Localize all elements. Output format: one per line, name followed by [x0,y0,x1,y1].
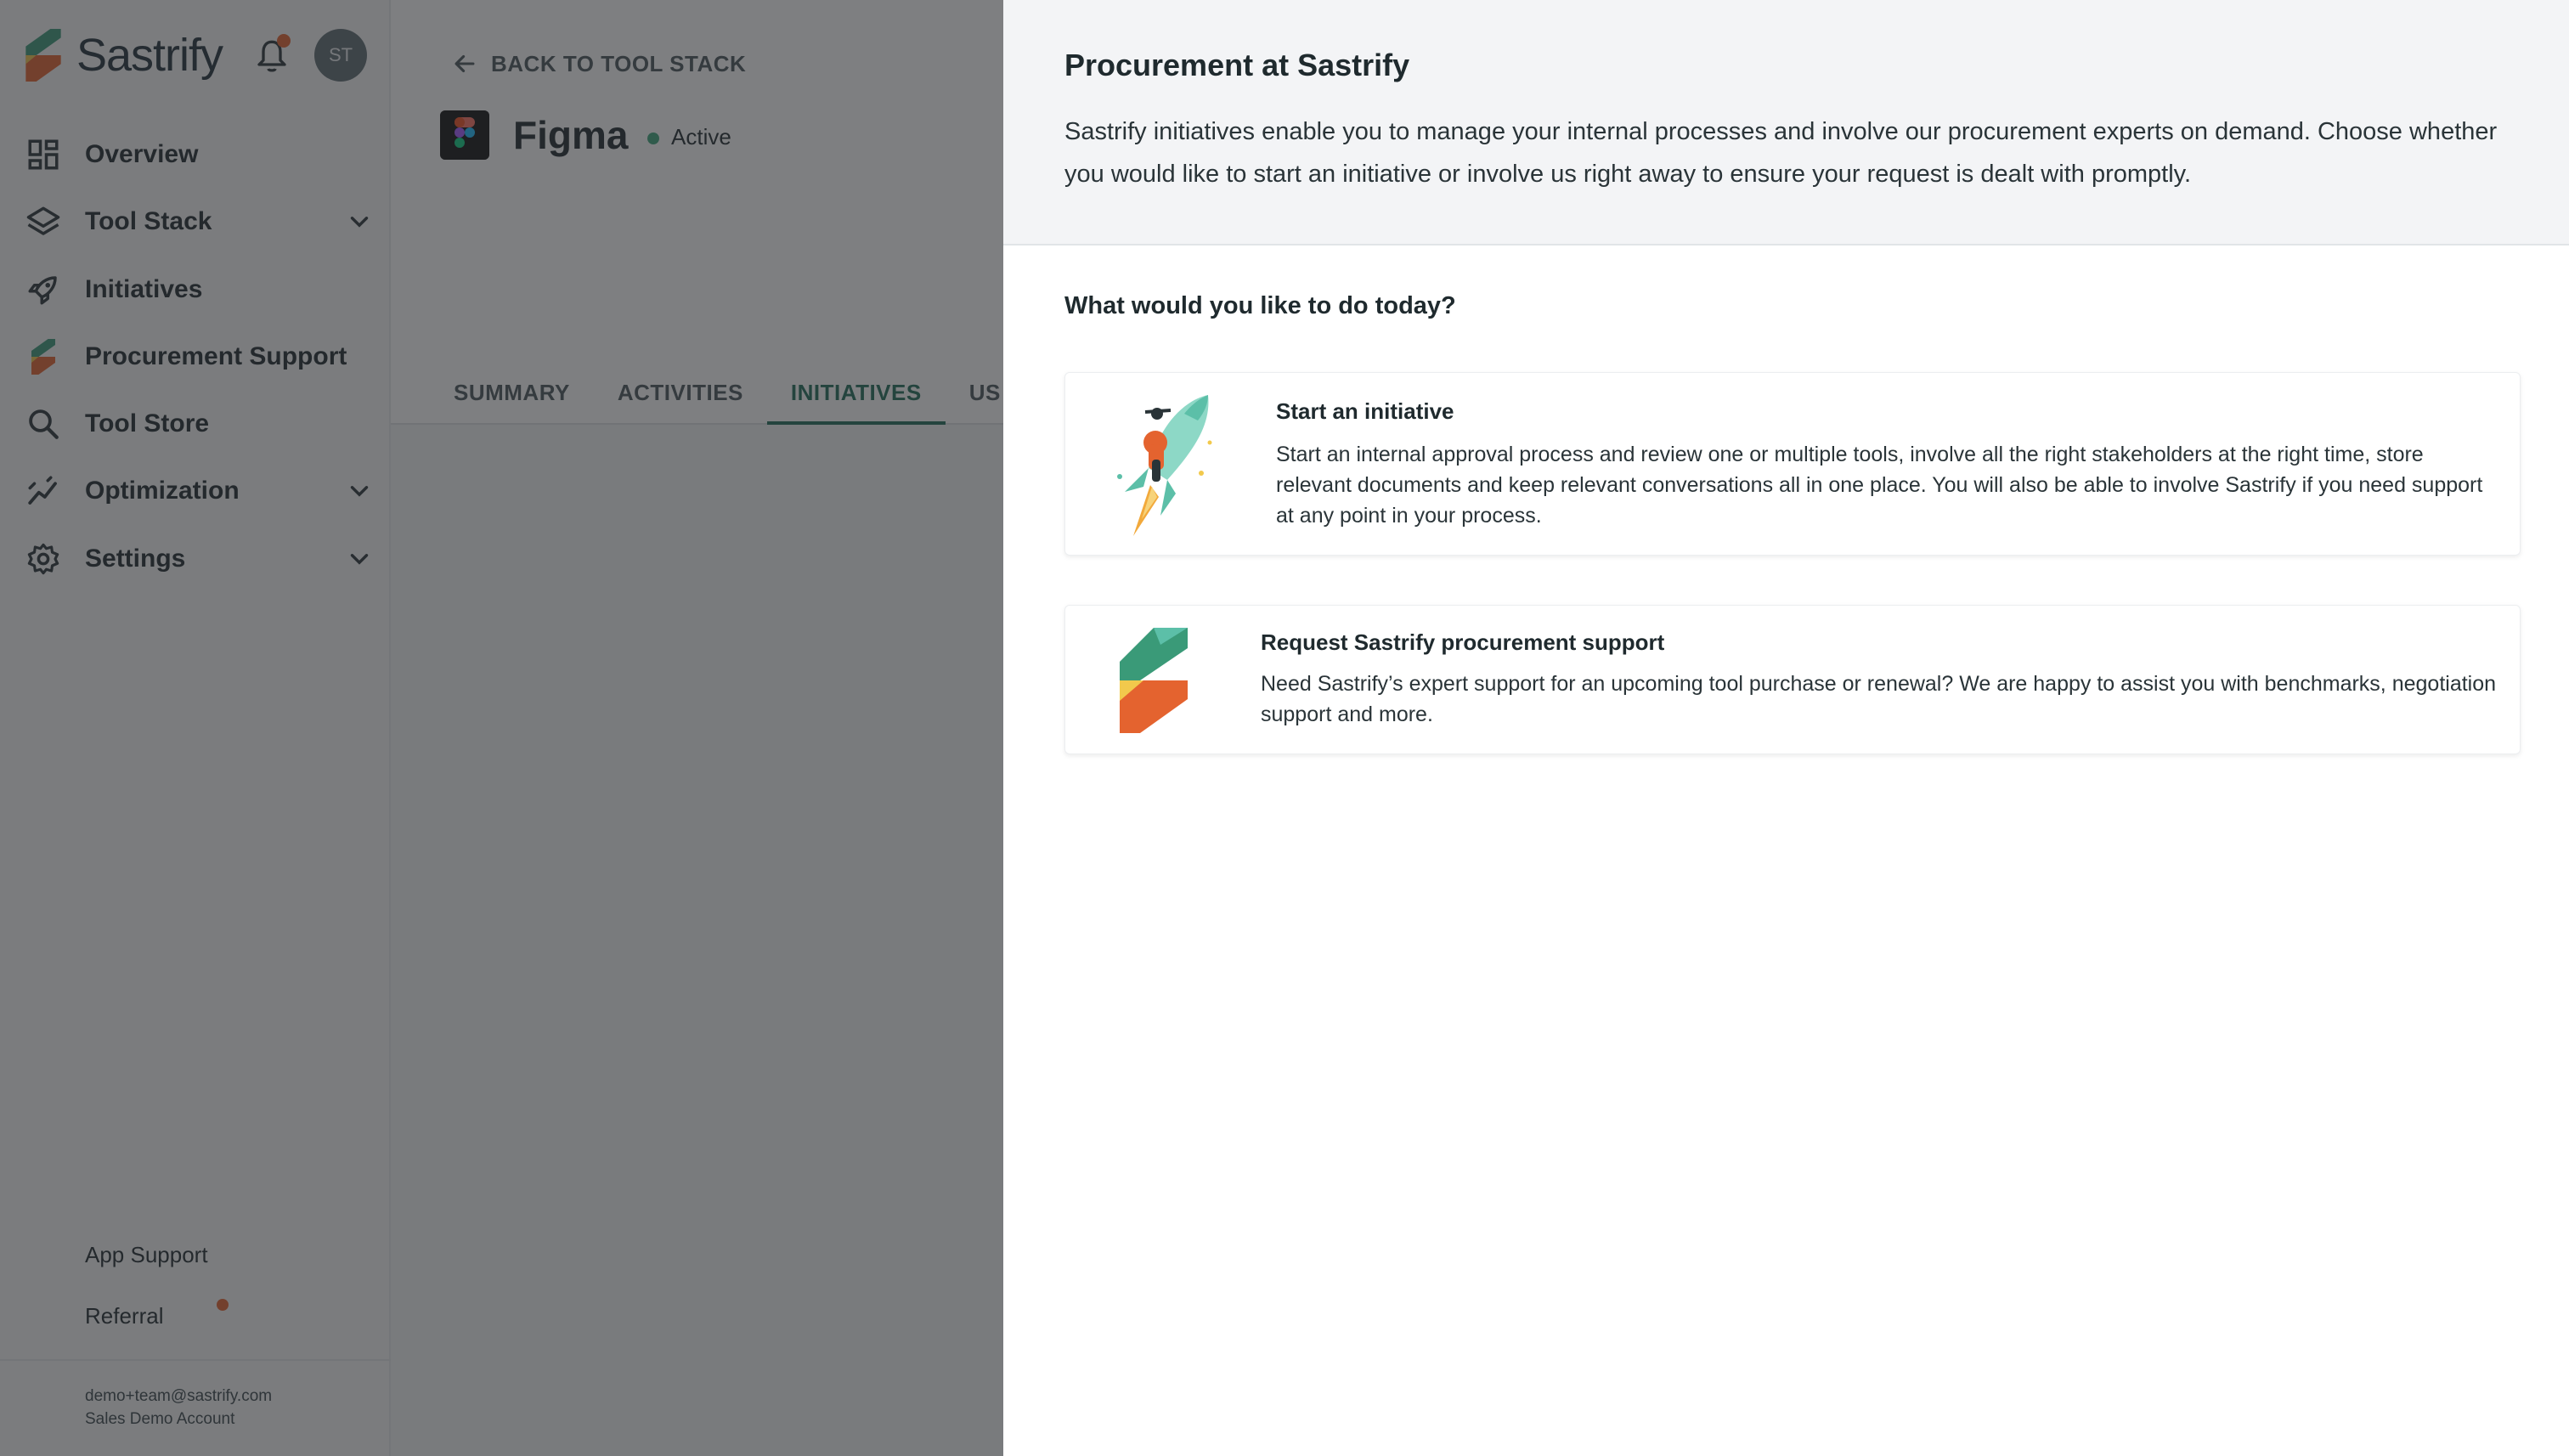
drawer-description: Sastrify initiatives enable you to manage your internal processes and involve our procurement experts on demand. Choose whether you would like to start an initiative or involve us right away to ensure your request is dealt with promptly. [1064,118,2498,188]
start-initiative-option[interactable] [1064,372,2521,556]
option-description: Start an internal approval process and review one or multiple tools, involve all the right stakeholders at the right time, store relevant documents and keep relevant conversations all in one place. You will also be able to involve Sastrify if you need support at any point in your process. [1276,443,2483,528]
modal-backdrop[interactable] [0,0,1003,1456]
rocket-person-illustration-icon [1099,392,1227,545]
question-heading: What would you like to do today? [1064,292,1456,319]
procurement-drawer [1003,0,2569,1456]
sastrify-logo-icon [1120,628,1188,733]
drawer-header [1003,0,2569,245]
option-title: Start an initiative [1276,398,1454,424]
request-procurement-support-option[interactable] [1064,605,2521,754]
option-title: Request Sastrify procurement support [1261,629,1665,655]
drawer-title: Procurement at Sastrify [1064,48,1410,82]
option-description: Need Sastrify’s expert support for an upcoming tool purchase or renewal? We are happy to assist you with benchmarks, negotiation support and more. [1261,672,2497,726]
